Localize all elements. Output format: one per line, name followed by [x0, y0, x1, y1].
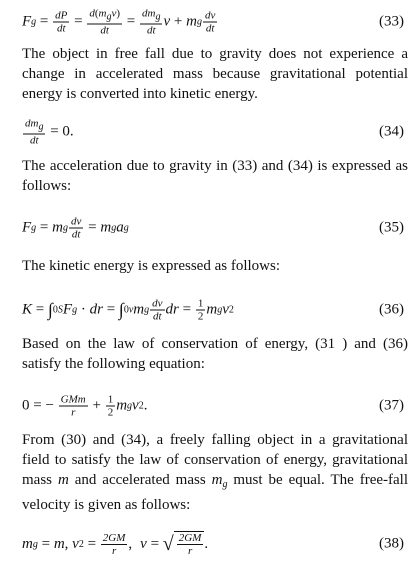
equation-37-math: 0 = − $\frac{\text{GMm}}{r}$ + $\frac{1}{2}$ m g v 2 . [22, 393, 148, 419]
mass-symbol: m [57, 472, 69, 488]
equation-number: (33) [379, 13, 404, 30]
equation-number: (37) [379, 397, 404, 414]
subscript: g [222, 479, 228, 490]
paragraph-text: and accelerated mass [68, 472, 212, 488]
paragraph: The acceleration due to gravity in (33) and (34) is expressed as follows: [22, 158, 408, 194]
equation-35-math: F g = m g $\frac{dv}{dt}$ = m g a g [22, 215, 129, 241]
equation-34-math: $\frac{\text{dmg}}{dt}$ = 0. [25, 117, 74, 147]
equation-number: (36) [379, 301, 404, 318]
equation-35 [22, 206, 406, 250]
paragraph-text: must be equal. The free-fall velocity is given as follows: [22, 472, 409, 513]
equation-34 [22, 110, 406, 154]
equation-36 [22, 288, 406, 332]
equation-38-math: m g = m , v 2 = $\frac{2GM}{r}$ , v = √ $\frac{2GM}{r}$ . [22, 531, 209, 557]
equation-number: (34) [379, 123, 404, 140]
equation-33-math: F g = $\frac{dP}{dt}$ = $\frac{\text{d(mgv)}}{dt}$ = $\frac{\text{dmg}}{dt}$ v + m g $\frac{dv}{dt}$ [22, 7, 216, 37]
paragraph [22, 430, 408, 515]
equation-number: (35) [379, 219, 404, 236]
mass-symbol: m [211, 472, 223, 488]
paragraph-text: From (30) and (34), a freely falling object in a gravitational field to satisfy the law of conservation of energy, gravitational mass [22, 432, 408, 488]
equation-33 [22, 0, 406, 44]
equation-38 [22, 522, 406, 566]
paragraph: Based on the law of conservation of energy, (31 ) and (36) satisfy the following equation: [22, 336, 408, 372]
equation-number: (38) [379, 535, 404, 552]
equation-37 [22, 384, 406, 428]
paragraph: The kinetic energy is expressed as follows: [22, 258, 280, 274]
equation-36-math: K = ∫ 0 S F g · dr = ∫ 0 v m g $\frac{dv}{dt}$ dr = $\frac{1}{2}$ m g v 2 [22, 297, 234, 323]
paragraph: The object in free fall due to gravity does not experience a change in accelerated mass because gravitational potential energy is converted into kinetic energy. [22, 46, 408, 102]
